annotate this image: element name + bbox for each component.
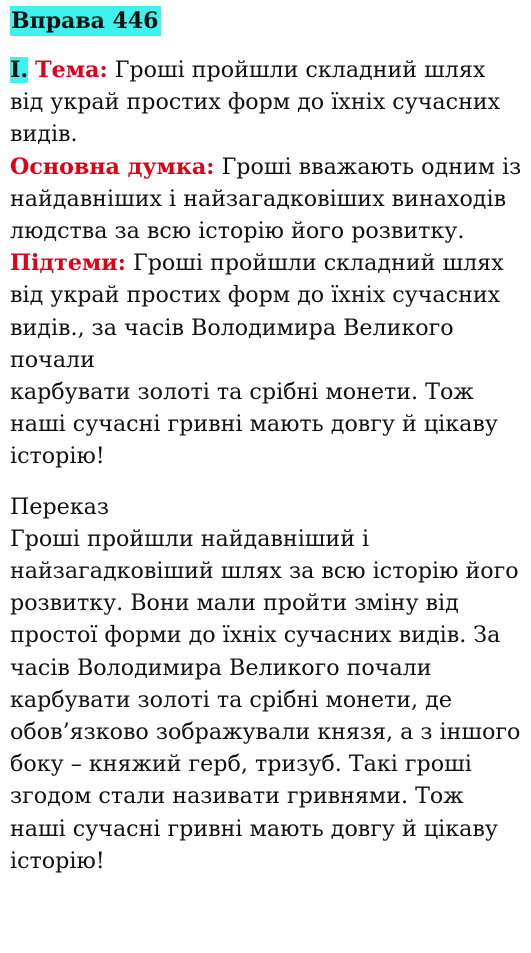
theme-paragraph xyxy=(10,54,523,151)
retelling-text: Гроші пройшли найдавніший і найзагадковіший шлях за всю історію його розвитку. Вони мали пройти зміну від простої форми до їхніх сучасних видів. За часів Володимира Великого почали карбувати золоті та срібні монети, де обов’язково зображували князя, а з іншого боку – княжий герб, тризуб. Такі гроші згодом стали називати гривнями. Тож наші сучасні гривні мають довгу й цікаву історію! xyxy=(10,525,521,874)
main-idea-label: Основна думка: xyxy=(10,153,215,180)
exercise-title: Вправа 446 xyxy=(10,6,161,36)
subtopics-text-line2: карбувати золоті та срібні монети. Тож наші сучасні гривні мають довгу й цікаву історію! xyxy=(10,379,498,470)
section-number: I. xyxy=(10,57,29,83)
theme-label: Тема: xyxy=(35,57,108,83)
theme-text: Гроші пройшли складний шлях від украй простих форм до їхніх сучасних видів. xyxy=(10,57,501,148)
subtopics-text-line1: Гроші пройшли складний шлях від украй простих форм до їхніх сучасних видів., за часів Володимира Великого почали xyxy=(10,250,504,373)
main-idea-text: Гроші вважають одним із найдавніших і найзагадковіших винаходів людства за всю історію його розвитку. xyxy=(10,153,522,245)
section-gap xyxy=(10,473,523,491)
main-idea-paragraph xyxy=(10,151,523,248)
subtopics-paragraph-continued xyxy=(10,376,523,473)
subtopics-label: Підтеми: xyxy=(10,250,126,277)
subtopics-paragraph xyxy=(10,247,523,376)
retelling-heading: Переказ xyxy=(10,493,110,520)
